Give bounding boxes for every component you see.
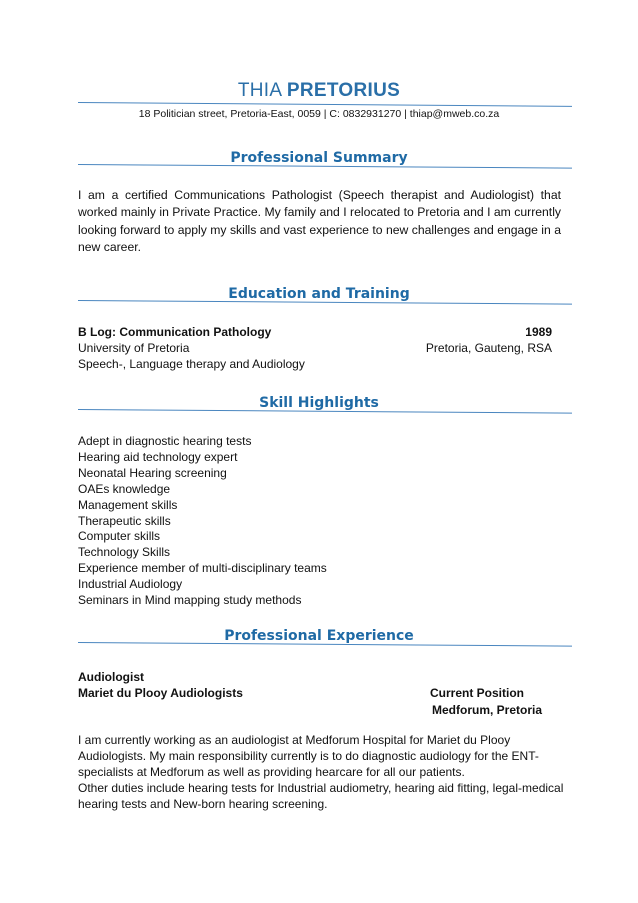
skills-list [78, 434, 327, 609]
skill-item: Technology Skills [78, 545, 171, 560]
candidate-name [0, 80, 638, 102]
job-status: Current Position [430, 686, 525, 700]
section-heading-experience: Professional Experience [224, 628, 414, 644]
skill-item: Industrial Audiology [78, 577, 183, 592]
skill-item: Adept in diagnostic hearing tests [78, 434, 252, 448]
last-name: PRETORIUS [286, 80, 401, 101]
skill-item: Seminars in Mind mapping study methods [78, 593, 302, 608]
skill-item: Therapeutic skills [78, 513, 171, 528]
job-location: Medforum, Pretoria [432, 703, 543, 717]
job-title: Audiologist [78, 670, 144, 684]
education-institution: University of Pretoria [78, 341, 190, 355]
job-employer: Mariet du Plooy Audiologists [78, 686, 243, 700]
header-divider [78, 102, 572, 107]
experience-paragraph-2: Other duties include hearing tests for Industrial audiometry, hearing aid fitting, legal-medical hearing tests and New-born hearing screening. [78, 781, 564, 811]
skill-item: OAEs knowledge [78, 481, 171, 496]
first-name: THIA [237, 80, 282, 101]
education-year: 1989 [525, 325, 552, 339]
section-heading-education: Education and Training [228, 286, 410, 302]
education-field: Speech-, Language therapy and Audiology [78, 357, 305, 371]
skill-item: Computer skills [78, 529, 161, 544]
education-degree: B Log: Communication Pathology [78, 325, 272, 339]
experience-paragraph-1: I am currently working as an audiologist at Medforum Hospital for Mariet du Plooy Audiologists. My main responsibility currently is to do diagnostic audiology for the ENT-specialists at Medforum as well as providing hearcare for all our patients. [78, 733, 539, 779]
contact-line: 18 Politician street, Pretoria-East, 0059 | C: 0832931270 | thiap@mweb.co.za [138, 108, 500, 120]
skill-item: Neonatal Hearing screening [78, 465, 227, 480]
skill-item: Experience member of multi-disciplinary teams [78, 561, 327, 576]
skill-item: Management skills [78, 497, 178, 512]
section-heading-skills: Skill Highlights [259, 395, 379, 411]
section-heading-summary: Professional Summary [230, 150, 408, 166]
summary-paragraph: I am a certified Communications Pathologist (Speech therapist and Audiologist) that worked mainly in Private Practice. My family and I relocated to Pretoria and I am currently looking forward to apply my skills and vast experience to new challenges and engage in a new career. [78, 188, 561, 254]
education-location: Pretoria, Gauteng, RSA [425, 341, 552, 355]
skill-item: Hearing aid technology expert [78, 449, 238, 464]
